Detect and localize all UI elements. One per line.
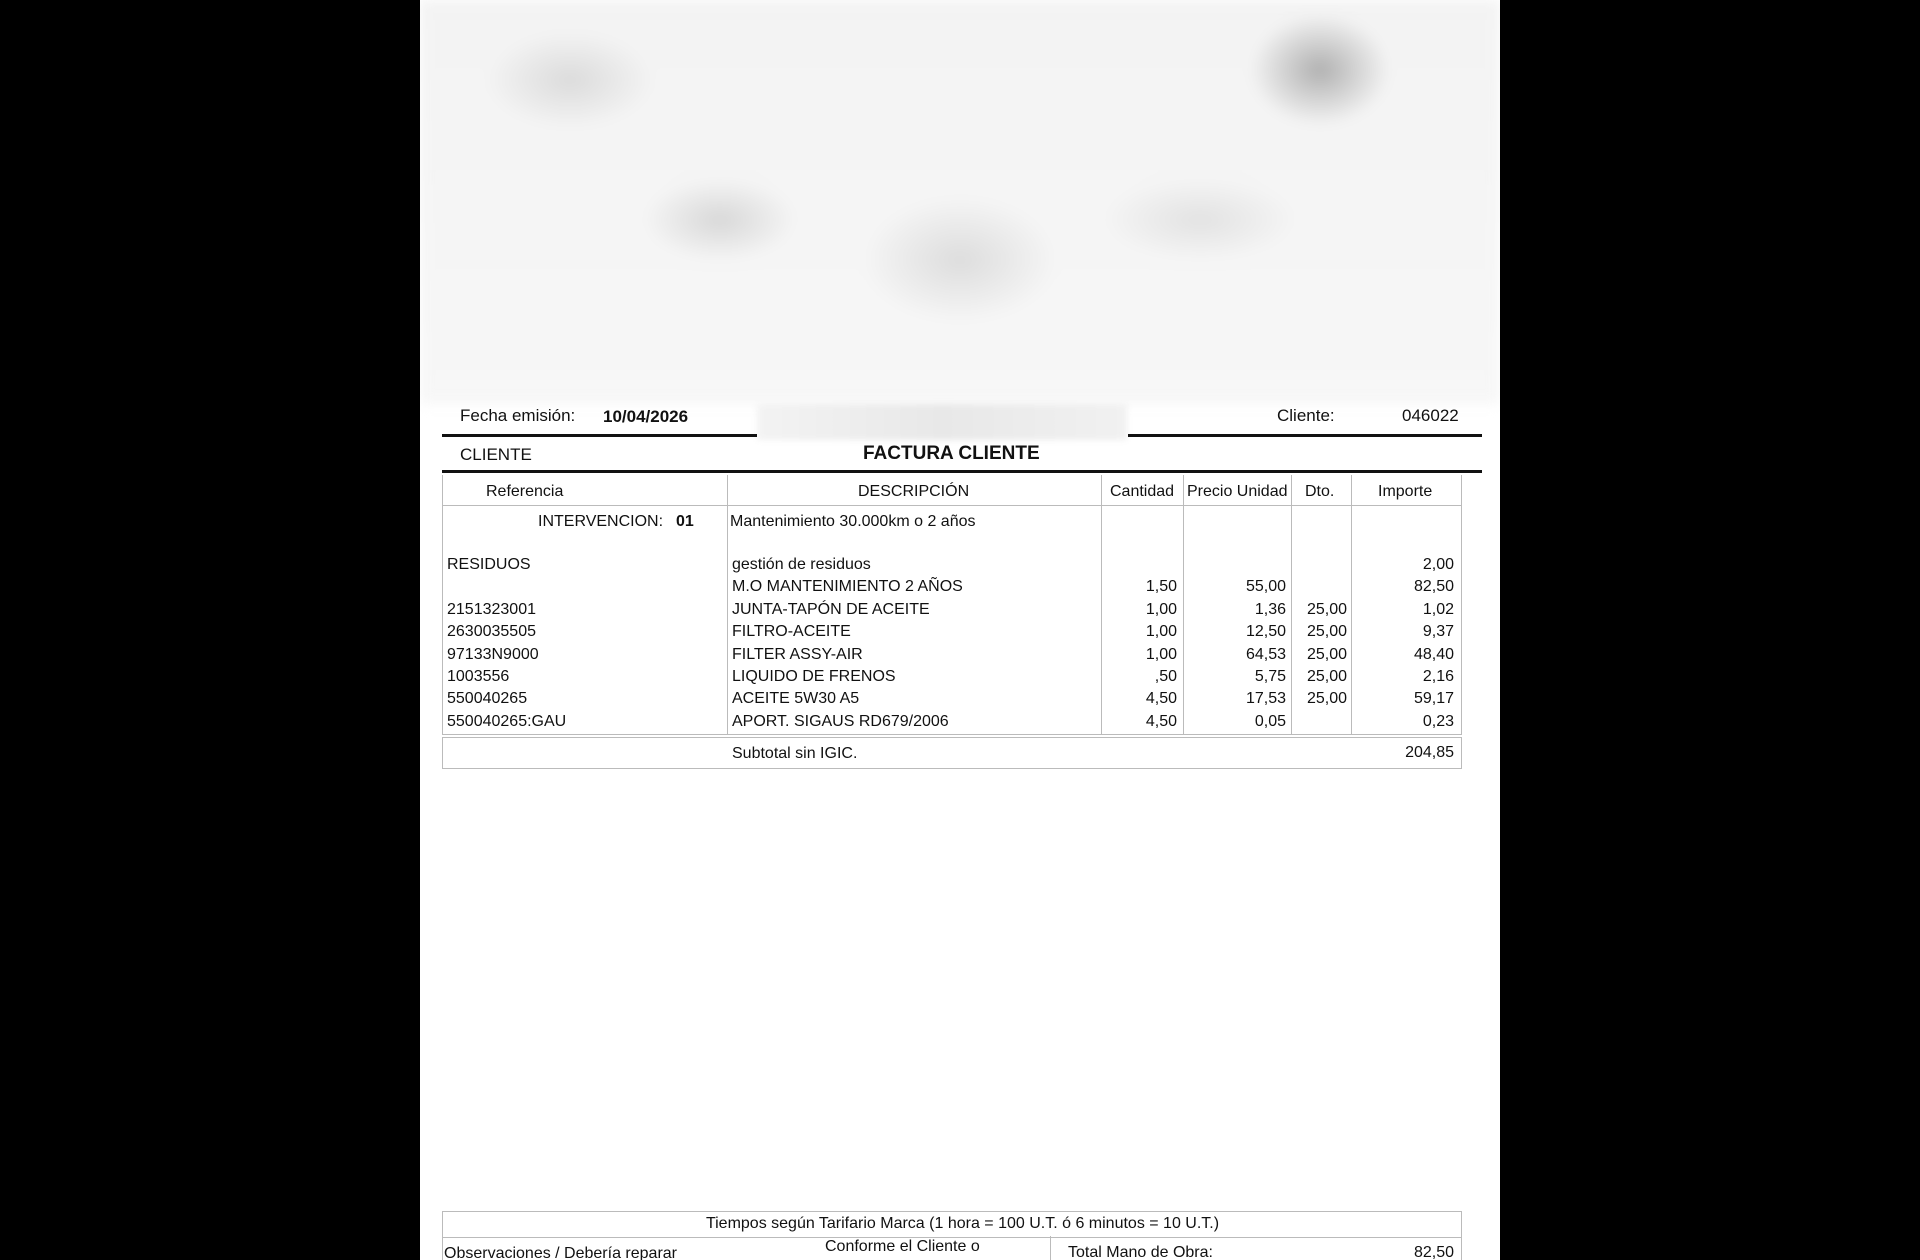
cell-precio-unidad: 17,53 [1245,690,1286,708]
cell-cantidad: 1,00 [1145,645,1177,663]
cell-referencia: 1003556 [447,668,510,685]
cell-referencia: 550040265:GAU [447,712,567,730]
cell-importe: 2,16 [1422,668,1454,685]
cell-importe: 1,02 [1422,600,1454,618]
cell-importe: 0,23 [1422,712,1454,730]
cell-descripcion: gestión de residuos [732,556,871,573]
redacted-header [420,0,1500,404]
cell-referencia: 2630035505 [447,623,536,641]
cell-cantidad: 1,00 [1145,623,1177,641]
redacted-field [757,404,1127,440]
cell-descripcion: M.O MANTENIMIENTO 2 AÑOS [732,578,963,596]
col-header-cantidad: Cantidad [1110,483,1175,500]
cell-descripcion: ACEITE 5W30 A5 [732,690,860,708]
table-bottom-border [442,734,1462,735]
col-header-importe: Importe [1378,483,1433,500]
observaciones-label: Observaciones / Debería reparar [444,1245,677,1260]
subtotal-value: 204,85 [1405,744,1454,761]
title-divider [442,470,1482,473]
intervencion-label: INTERVENCION: [538,513,664,530]
cell-descripcion: FILTER ASSY-AIR [732,645,863,663]
cell-descripcion: APORT. SIGAUS RD679/2006 [732,712,949,730]
fecha-value: 10/04/2026 [603,407,689,426]
tiempos-note: Tiempos según Tarifario Marca (1 hora = 100 U.T. ó 6 minutos = 10 U.T.) [705,1215,1220,1232]
intervencion-description: Mantenimiento 30.000km o 2 años [730,513,976,530]
cell-referencia: 97133N9000 [447,645,539,663]
invoice-page [420,0,1500,1260]
cell-dto: 25,00 [1306,600,1347,618]
cell-dto: 25,00 [1306,668,1347,685]
cell-referencia: 2151323001 [447,600,536,618]
cliente-value: 046022 [1402,406,1459,425]
cell-cantidad: 1,00 [1145,600,1177,618]
cell-descripcion: FILTRO-ACEITE [732,623,851,641]
cell-importe: 59,17 [1413,690,1454,708]
cell-importe: 82,50 [1413,578,1454,596]
cell-precio-unidad: 64,53 [1245,645,1286,663]
cell-descripcion: LIQUIDO DE FRENOS [732,668,896,685]
column-divider [727,475,728,734]
cell-precio-unidad: 12,50 [1245,623,1286,641]
cell-precio-unidad: 0,05 [1254,712,1286,730]
col-header-referencia: Referencia [486,483,564,500]
cell-dto: 25,00 [1306,645,1347,663]
cell-precio-unidad: 1,36 [1254,600,1286,618]
invoice-title: FACTURA CLIENTE [863,443,1040,464]
footer-divider [1050,1236,1051,1260]
cell-importe: 9,37 [1422,623,1454,641]
cell-cantidad: 1,50 [1145,578,1177,596]
cell-precio-unidad: 55,00 [1245,578,1286,596]
col-header-descripcion: DESCRIPCIÓN [858,483,970,500]
col-header-dto: Dto. [1305,483,1335,500]
total-mano-obra-label: Total Mano de Obra: [1068,1244,1213,1260]
subtotal-label: Subtotal sin IGIC. [732,745,858,762]
col-header-precio-unidad: Precio Unidad [1187,483,1288,500]
cell-importe: 2,00 [1422,556,1454,573]
cell-dto: 25,00 [1306,623,1347,641]
cell-cantidad: 4,50 [1145,712,1177,730]
cell-referencia: RESIDUOS [447,556,531,573]
cell-cantidad: 4,50 [1145,690,1177,708]
table-header-divider [442,505,1462,506]
fecha-label: Fecha emisión: [460,406,576,425]
cliente-section-label: CLIENTE [460,445,532,464]
conforme-label: Conforme el Cliente o [825,1238,980,1255]
cell-cantidad: ,50 [1154,668,1177,685]
total-mano-obra-value: 82,50 [1413,1244,1454,1260]
cell-dto: 25,00 [1306,690,1347,708]
cell-descripcion: JUNTA-TAPÓN DE ACEITE [732,600,930,618]
intervencion-number: 01 [676,513,694,530]
cell-importe: 48,40 [1413,645,1454,663]
cell-precio-unidad: 5,75 [1254,668,1286,685]
cell-referencia: 550040265 [447,690,528,708]
cliente-label: Cliente: [1277,406,1335,425]
